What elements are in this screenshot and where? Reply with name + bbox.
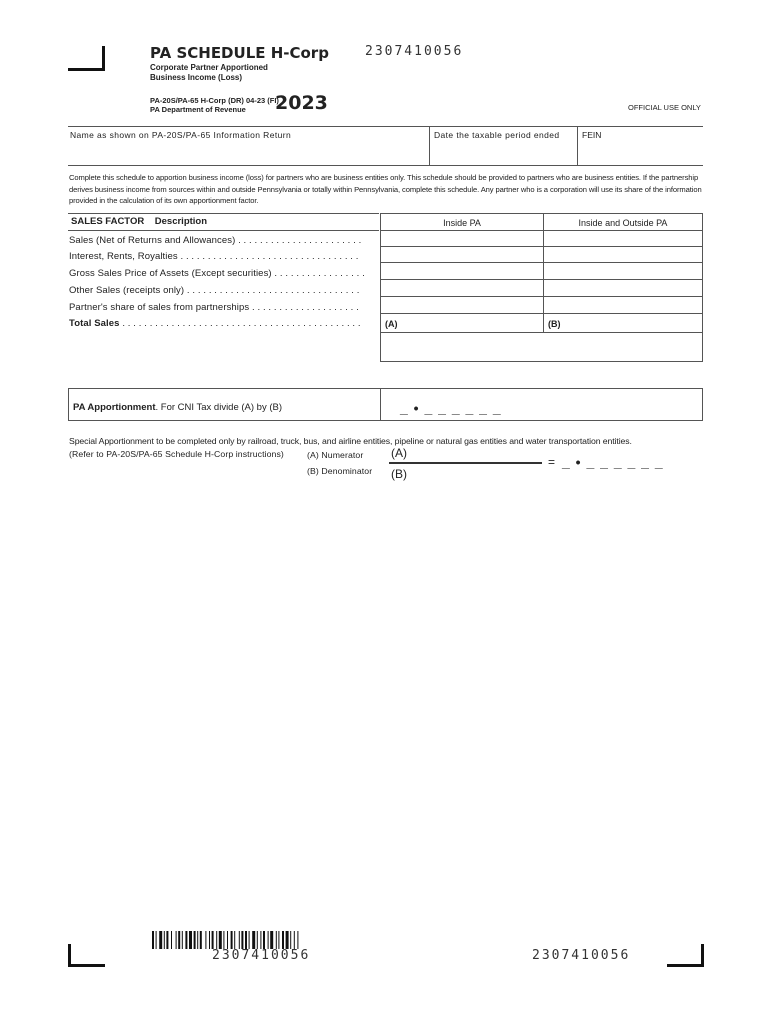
barcode-bar: [231, 931, 233, 949]
barcode-bar: [223, 931, 224, 949]
denominator-input[interactable]: [412, 466, 544, 482]
fraction-bar: [389, 462, 542, 464]
barcode-bar: [212, 931, 214, 949]
apportionment-label-rest: . For CNI Tax divide (A) by (B): [155, 402, 283, 413]
corner-mark-top-left: [68, 46, 105, 71]
other-sales-inside-outside-pa-input[interactable]: [543, 279, 703, 297]
name-field[interactable]: [70, 142, 429, 164]
total-b-mark: (B): [548, 319, 561, 329]
barcode-bar: [286, 931, 289, 949]
barcode-bar: [282, 931, 284, 949]
barcode-bar: [189, 931, 192, 949]
barcode-number-right: 2307410056: [532, 948, 631, 963]
barcode-bar: [176, 931, 177, 949]
barcode-bar: [178, 931, 180, 949]
barcode-bar: [182, 931, 183, 949]
corner-mark-bottom-left: [68, 944, 105, 967]
col-inside-outside-pa: Inside and Outside PA: [578, 218, 668, 228]
equals-sign: =: [548, 455, 556, 469]
header-top-rule: [68, 126, 703, 127]
sales-factor-title: SALES FACTOR: [71, 216, 145, 227]
barcode-bar: [216, 931, 217, 949]
barcode-bar: [290, 931, 291, 949]
partner-share-inside-pa-input[interactable]: [380, 296, 544, 314]
special-line2: (Refer to PA-20S/PA-65 Schedule H-Corp instructions): [69, 449, 284, 459]
apportionment-value[interactable]: _ • _ _ _ _ _ _: [400, 400, 502, 416]
row-label-sales: Sales (Net of Returns and Allowances) . . . . . . . . . . . . . . . . . . . . . . .: [69, 235, 362, 246]
barcode-bar: [205, 931, 206, 949]
barcode-bar: [239, 931, 240, 949]
barcode-image: [152, 931, 362, 949]
date-field[interactable]: [434, 142, 576, 164]
barcode-bar: [227, 931, 228, 949]
row-label-total-sales: [69, 318, 361, 329]
other-sales-inside-pa-input[interactable]: [380, 279, 544, 297]
barcode-bar: [171, 931, 172, 949]
gross-sales-inside-outside-pa-input[interactable]: [543, 262, 703, 280]
row-label-partner-share: Partner's share of sales from partnerships . . . . . . . . . . . . . . . . . . . .: [69, 302, 359, 313]
sales-factor-heading: [71, 216, 207, 227]
denominator-b-mark: (B): [391, 467, 407, 481]
sales-inside-pa-input[interactable]: [380, 230, 544, 247]
total-sales-label: Total Sales: [69, 318, 120, 329]
date-field-label: Date the taxable period ended: [434, 130, 560, 140]
total-a-mark: (A): [385, 319, 398, 329]
row-label-interest: Interest, Rents, Royalties . . . . . . . . . . . . . . . . . . . . . . . . . . . . . . . . .: [69, 251, 359, 262]
barcode-number-left: 2307410056: [212, 948, 311, 963]
subtitle-line1: Corporate Partner Apportioned: [150, 63, 268, 72]
description-label: Description: [154, 216, 208, 227]
apportionment-label-bold: PA Apportionment: [73, 402, 156, 413]
official-use-only: OFFICIAL USE ONLY: [628, 103, 701, 112]
fein-field-label: FEIN: [582, 130, 602, 140]
corner-mark-bottom-right: [667, 944, 704, 967]
denominator-label: (B) Denominator: [307, 466, 373, 476]
apportionment-divider: [380, 388, 381, 421]
barcode-bar: [200, 931, 202, 949]
barcode-bar: [257, 931, 258, 949]
special-line1: Special Apportionment to be completed only by railroad, truck, bus, and airline entities, pipeline or natural gas entities and water transportation entities.: [69, 436, 632, 446]
special-value[interactable]: _ • _ _ _ _ _ _: [562, 454, 664, 470]
header-divider-2: [577, 126, 578, 166]
total-blank-row: [380, 332, 703, 362]
barcode-bar: [209, 931, 210, 949]
department: PA Department of Revenue: [150, 105, 246, 114]
barcode-bar: [194, 931, 196, 949]
numerator-a-mark: (A): [391, 446, 407, 460]
row-label-other-sales: Other Sales (receipts only) . . . . . . . . . . . . . . . . . . . . . . . . . . . . . . . .: [69, 285, 360, 296]
barcode-bar: [249, 931, 250, 949]
tax-year: 2023: [275, 92, 328, 114]
apportionment-label: [73, 402, 282, 413]
total-inside-pa-cell[interactable]: [380, 313, 544, 333]
numerator-input[interactable]: [412, 446, 544, 462]
barcode-bar: [166, 931, 168, 949]
subtitle-line2: Business Income (Loss): [150, 73, 243, 82]
barcode-bar: [270, 931, 273, 949]
barcode-bar: [278, 931, 279, 949]
interest-inside-outside-pa-input[interactable]: [543, 246, 703, 263]
barcode-bar: [276, 931, 277, 949]
name-field-label: Name as shown on PA-20S/PA-65 Information Return: [70, 130, 292, 140]
sales-inside-outside-pa-input[interactable]: [543, 230, 703, 247]
form-title: PA SCHEDULE H-Corp: [150, 44, 329, 62]
instructions-text: Complete this schedule to apportion business income (loss) for partners who are business entities only. This schedule should be provided to partners who are business entities. If the partnership derives business income from sources within and outside Pennsylvania or totally within Pennsylvania, complete this schedule. Any partner who is a corporation will use its share of the information provided in the calculation of its own apportionment factor.: [69, 173, 702, 205]
partner-share-inside-outside-pa-input[interactable]: [543, 296, 703, 314]
total-inside-outside-pa-cell[interactable]: [543, 313, 703, 333]
sales-factor-header-rule-bottom: [68, 230, 379, 231]
barcode-bar: [164, 931, 165, 949]
barcode-bar: [268, 931, 269, 949]
total-sales-dots: . . . . . . . . . . . . . . . . . . . . . . . . . . . . . . . . . . . . . . . . . . . .: [122, 318, 361, 329]
form-id: PA-20S/PA-65 H-Corp (DR) 04-23 (FI): [150, 96, 279, 105]
barcode-bar: [219, 931, 222, 949]
header-bottom-rule: [68, 165, 703, 166]
fein-field[interactable]: [582, 142, 704, 164]
barcode-bar: [241, 931, 243, 949]
sales-factor-header-rule: [68, 213, 379, 214]
barcode-bar: [263, 931, 265, 949]
numerator-label: (A) Numerator: [307, 450, 364, 460]
header-divider-1: [429, 126, 430, 166]
barcode-bar: [185, 931, 187, 949]
barcode-bar: [252, 931, 255, 949]
col-inside-pa: Inside PA: [443, 218, 481, 228]
barcode-bar: [245, 931, 247, 949]
barcode-bar: [294, 931, 295, 949]
barcode-bar: [159, 931, 162, 949]
barcode-bar: [156, 931, 157, 949]
barcode-bar: [234, 931, 235, 949]
barcode-bar: [152, 931, 154, 949]
interest-inside-pa-input[interactable]: [380, 246, 544, 263]
gross-sales-inside-pa-input[interactable]: [380, 262, 544, 280]
row-label-gross-sales: Gross Sales Price of Assets (Except securities) . . . . . . . . . . . . . . . . .: [69, 268, 365, 279]
barcode-number-top: 2307410056: [365, 44, 464, 59]
barcode-bar: [297, 931, 298, 949]
barcode-bar: [260, 931, 261, 949]
barcode-bar: [197, 931, 198, 949]
